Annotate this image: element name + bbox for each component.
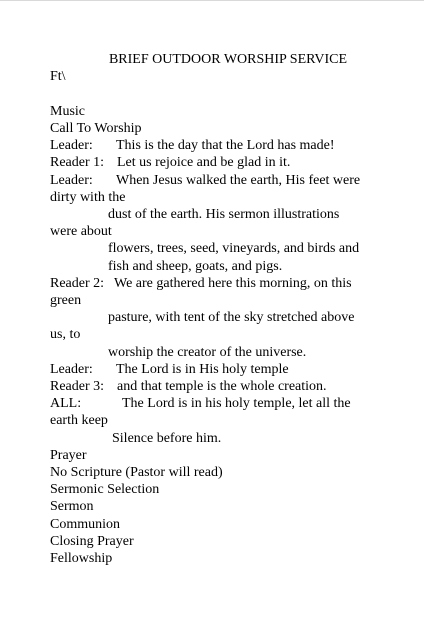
liturgy-text: and that temple is the whole creation. (117, 379, 327, 395)
speaker-label: Reader 2: (50, 275, 105, 291)
item-sermonic-selection: Sermonic Selection (50, 482, 160, 498)
item-scripture: No Scripture (Pastor will read) (50, 465, 223, 481)
liturgy-line-leader-1 (50, 137, 380, 154)
item-music: Music (50, 103, 85, 119)
liturgy-continuation: fish and sheep, goats, and pigs. (108, 258, 283, 274)
page-title: BRIEF OUTDOOR WORSHIP SERVICE (108, 52, 348, 67)
liturgy-line-leader-3 (50, 361, 380, 378)
speaker-label: Reader 3: (50, 379, 105, 395)
blank-line (50, 85, 380, 102)
liturgy-text: This is the day that the Lord has made! (116, 138, 335, 154)
liturgy-text: We are gathered here this morning, on this (114, 275, 352, 291)
liturgy-line-reader-1 (50, 154, 380, 171)
liturgy-continuation: pasture, with tent of the sky stretched above (108, 310, 355, 326)
liturgy-text: When Jesus walked the earth, His feet were (116, 172, 361, 188)
liturgy-continuation: Silence before him. (112, 430, 222, 446)
liturgy-continuation: dirty with the (50, 189, 126, 205)
liturgy-line-reader-2 (50, 275, 380, 292)
liturgy-continuation: worship the creator of the universe. (108, 344, 307, 360)
liturgy-continuation: us, to (50, 327, 81, 343)
subtitle-text: Ft\ (50, 69, 66, 85)
speaker-label: Leader: (50, 138, 93, 154)
liturgy-continuation: flowers, trees, seed, vineyards, and birds and (108, 241, 360, 257)
liturgy-continuation: dust of the earth. His sermon illustrations (108, 207, 340, 223)
item-sermon: Sermon (50, 499, 94, 515)
item-call-to-worship: Call To Worship (50, 121, 142, 136)
item-closing-prayer: Closing Prayer (50, 533, 134, 549)
speaker-label: Reader 1: (50, 155, 105, 171)
liturgy-line-all (50, 395, 380, 412)
liturgy-line-reader-3 (50, 378, 380, 395)
liturgy-continuation: green (50, 293, 82, 309)
item-communion: Communion (50, 516, 121, 532)
speaker-label: Leader: (50, 361, 93, 377)
item-fellowship: Fellowship (50, 551, 113, 567)
liturgy-line-leader-2 (50, 172, 380, 189)
speaker-label: ALL: (50, 396, 82, 412)
liturgy-continuation: earth keep (50, 413, 108, 429)
liturgy-continuation: were about (50, 224, 112, 240)
liturgy-text: Let us rejoice and be glad in it. (117, 155, 291, 171)
liturgy-text: The Lord is in his holy temple, let all the (122, 396, 351, 412)
liturgy-text: The Lord is in His holy temple (116, 361, 289, 377)
speaker-label: Leader: (50, 172, 93, 188)
document-body (50, 51, 380, 567)
item-prayer: Prayer (50, 447, 87, 463)
